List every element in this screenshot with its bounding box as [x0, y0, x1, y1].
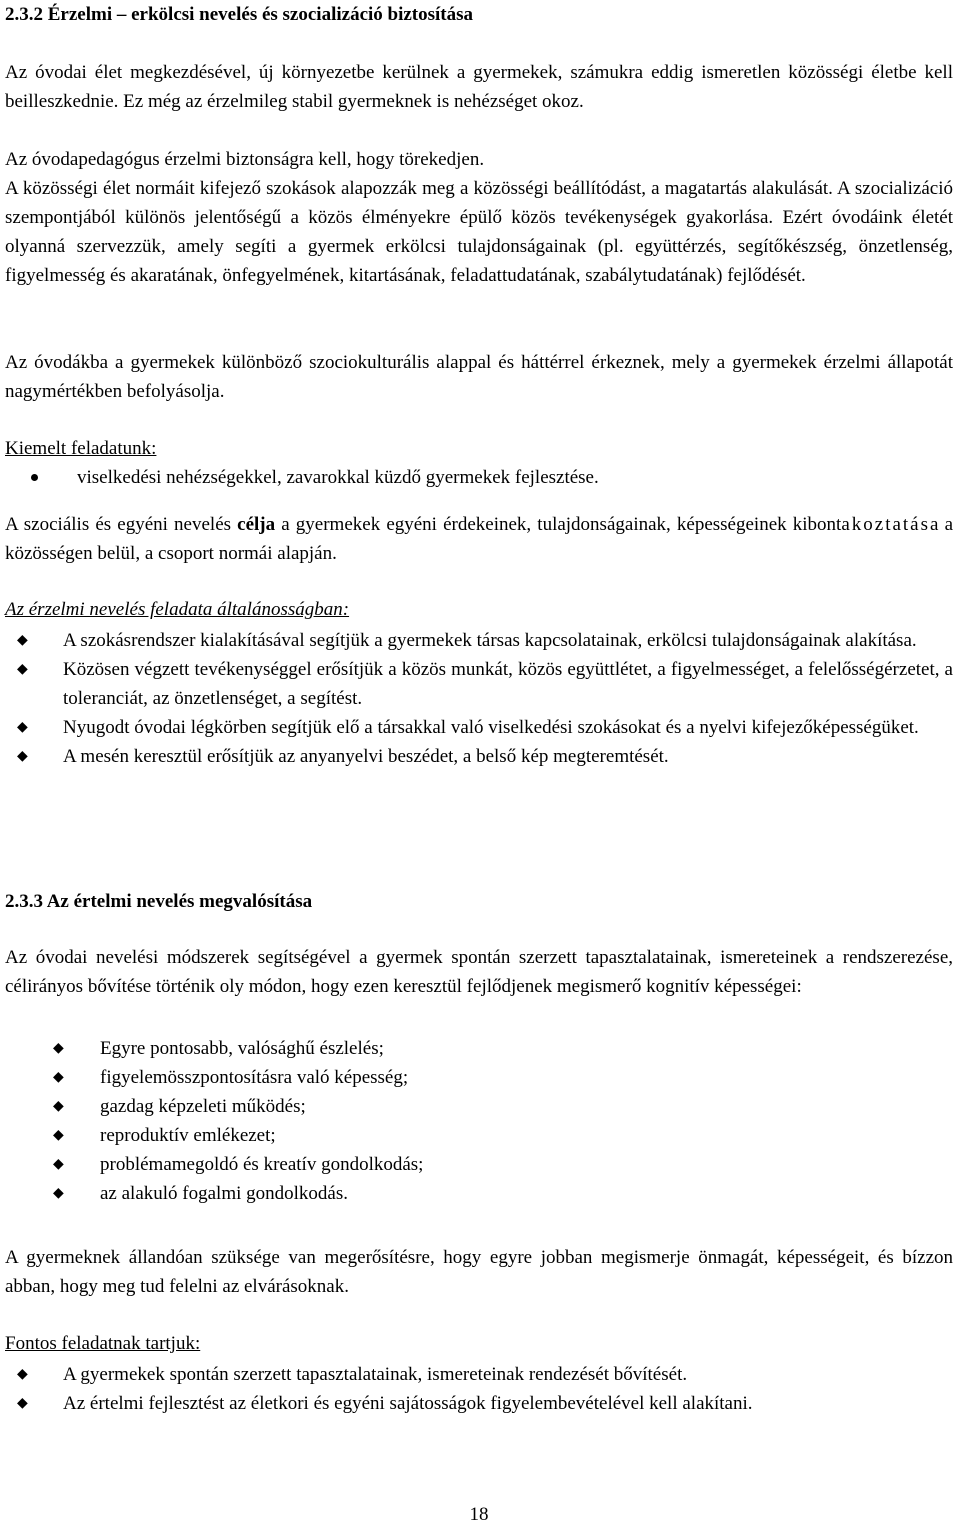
list-item: ◆ Az értelmi fejlesztést az életkori és egyéni sajátosságok figyelembevételével kell alakítani. — [5, 1389, 953, 1418]
kiemelt-list — [5, 463, 953, 492]
diamond-bullet-icon: ◆ — [53, 1186, 64, 1201]
list-item: ◆ Közösen végzett tevékenységgel erősítjük a közös munkát, közös együttlétet, a figyelmességet, a felelősségérzetet, a toleranciát, az önzetlenséget, a segítést. — [5, 655, 953, 713]
list-item: ◆ problémamegoldó és kreatív gondolkodás; — [5, 1150, 953, 1179]
list-item: ◆ A mesén keresztül erősítjük az anyanyelvi beszédet, a belső kép megteremtését. — [5, 742, 953, 771]
list-item: ◆ Egyre pontosabb, valósághű észlelés; — [5, 1034, 953, 1063]
reinforcement-paragraph: A gyermeknek állandóan szüksége van megerősítésre, hogy egyre jobban megismerje önmagát, képességeit, és bízzon abban, hogy meg tud felelni az elvárásoknak. — [5, 1247, 953, 1297]
norms-paragraph: A közösségi élet normáit kifejező szokások alapozzák meg a közösségi beállítódást, a magatartás alakulását. A szocializáció szempontjából különös jelentőségű a közös élményekre épülő közös tevékenységek gyakorlása. Ezért óvodáink életét olyanná szervezzük, amely segíti a gyermek erkölcsi tulajdonságainak (pl. együttérzés, segítőkészség, önzetlenség, figyelmesség és akaratának, önfegyelmének, kitartásának, feladattudatának, szabálytudatának) fejlődését. — [5, 178, 953, 286]
list-item: ◆ Nyugodt óvodai légkörben segítjük elő a társakkal való viselkedési szokásokat és a nyelvi kifejezőképességüket. — [5, 713, 953, 742]
feladata-label: Az érzelmi nevelés feladata általánosságban: — [5, 599, 350, 620]
feladata-list — [5, 626, 953, 771]
diamond-bullet-icon: ◆ — [17, 633, 28, 648]
skills-list — [5, 1034, 953, 1208]
diamond-bullet-icon: ◆ — [17, 720, 28, 735]
section-heading-2-3-2: 2.3.2 Érzelmi – erkölcsi nevelés és szocializáció biztosítása — [5, 4, 474, 25]
diamond-bullet-icon: ◆ — [53, 1070, 64, 1085]
intro-paragraph: Az óvodai élet megkezdésével, új környezetbe kerülnek a gyermekek, számukra eddig ismeretlen közösségi életbe kell beilleszkednie. Ez még az érzelmileg stabil gyermeknek is nehézséget okoz. — [5, 62, 953, 112]
diamond-bullet-icon: ◆ — [53, 1128, 64, 1143]
list-item: ◆ reproduktív emlékezet; — [5, 1121, 953, 1150]
goal-paragraph: A szociális és egyéni nevelés célja a gyermekek egyéni érdekeinek, tulajdonságainak, képességeinek kibontakoztatása a közösségen belül, a csoport normái alapján. — [5, 514, 954, 564]
list-item: ◆ A szokásrendszer kialakításával segítjük a gyermekek társas kapcsolatainak, erkölcsi tulajdonságainak alakítása. — [5, 626, 953, 655]
diamond-bullet-icon: ◆ — [53, 1041, 64, 1056]
list-item: ◆ figyelemösszpontosításra való képesség; — [5, 1063, 953, 1092]
sociocultural-paragraph: Az óvodákba a gyermekek különböző szociokulturális alappal és háttérrel érkeznek, mely a gyermekek érzelmi állapotát nagymértékben befolyásolja. — [5, 352, 953, 402]
list-item: ◆ az alakuló fogalmi gondolkodás. — [5, 1179, 953, 1208]
section-heading-2-3-3: 2.3.3 Az értelmi nevelés megvalósítása — [5, 891, 313, 912]
diamond-bullet-icon: ◆ — [53, 1099, 64, 1114]
methods-paragraph: Az óvodai nevelési módszerek segítségével a gyermek spontán szerzett tapasztalatainak, ismereteinek a rendszerezése, célirányos bővítése történik oly módon, hogy ezen keresztül fejlődjenek megismerő kognitív képességei: — [5, 947, 953, 997]
list-item: viselkedési nehézségekkel, zavarokkal küzdő gyermekek fejlesztése. — [5, 463, 953, 492]
page-number: 18 — [469, 1504, 489, 1525]
fontos-list — [5, 1360, 953, 1418]
diamond-bullet-icon: ◆ — [17, 749, 28, 764]
diamond-bullet-icon: ◆ — [17, 1367, 28, 1382]
kiemelt-label: Kiemelt feladatunk: — [5, 438, 157, 459]
fontos-label: Fontos feladatnak tartjuk: — [5, 1333, 201, 1354]
list-item: ◆ gazdag képzeleti működés; — [5, 1092, 953, 1121]
list-item: ◆ A gyermekek spontán szerzett tapasztalatainak, ismereteinak rendezését bővítését. — [5, 1360, 953, 1389]
diamond-bullet-icon: ◆ — [53, 1157, 64, 1172]
bullet-dot-icon — [31, 474, 38, 481]
security-paragraph: Az óvodapedagógus érzelmi biztonságra kell, hogy törekedjen. — [5, 149, 485, 170]
diamond-bullet-icon: ◆ — [17, 662, 28, 677]
diamond-bullet-icon: ◆ — [17, 1396, 28, 1411]
